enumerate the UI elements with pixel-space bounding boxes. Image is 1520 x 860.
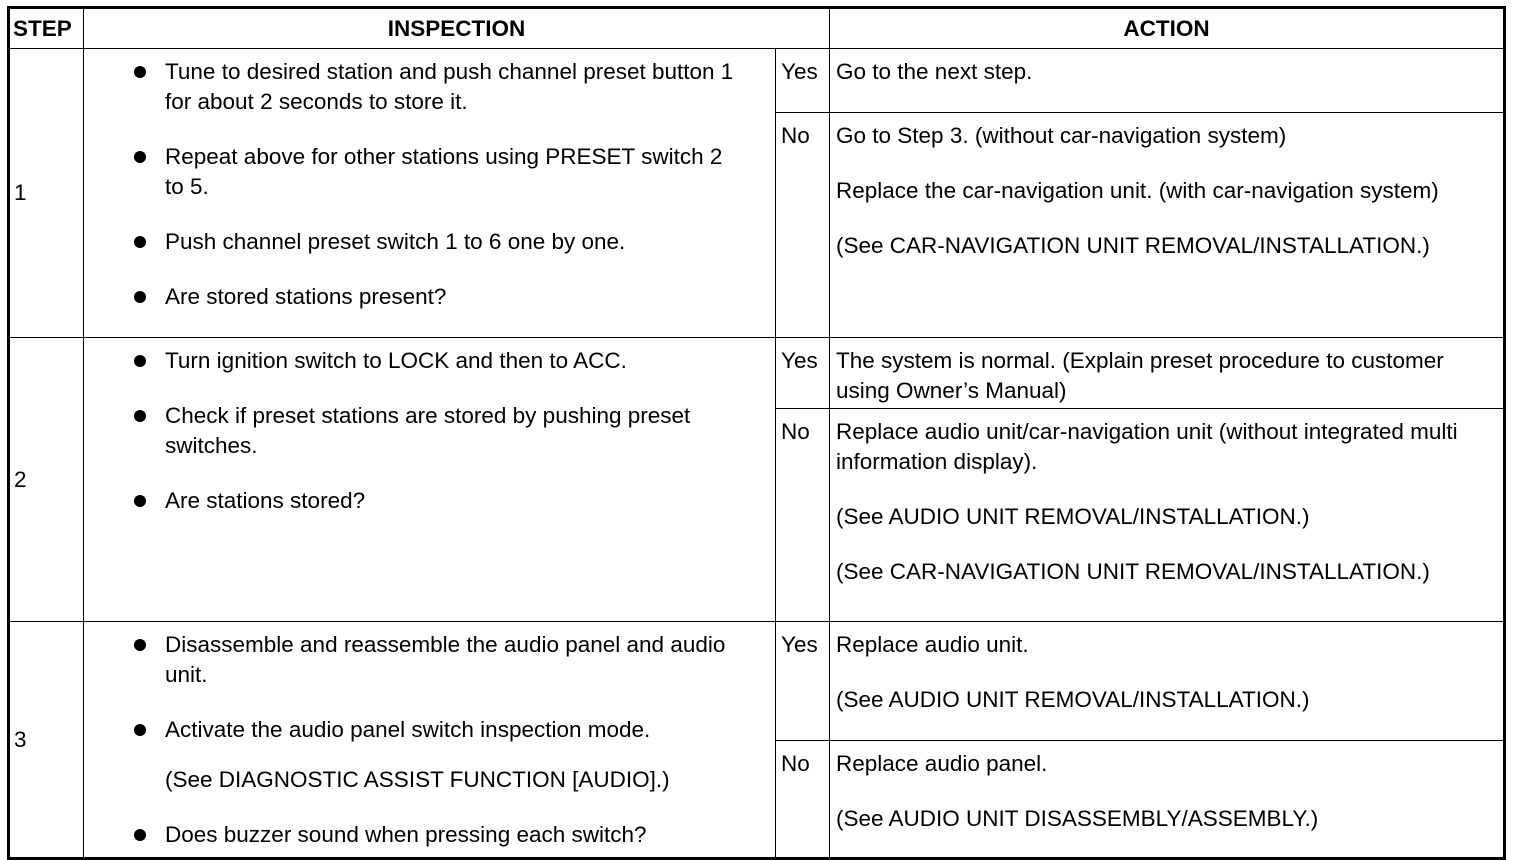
inspection-header: INSPECTION	[84, 8, 830, 49]
step-3-inspection-item: Disassemble and reassemble the audio panel and audio unit.	[134, 630, 735, 690]
step-1-inspection-item: Are stored stations present?	[134, 282, 735, 312]
step-1-inspection-item: Push channel preset switch 1 to 6 one by one.	[134, 227, 735, 257]
action-text: (See CAR-NAVIGATION UNIT REMOVAL/INSTALLATION.)	[836, 559, 1430, 584]
step-3-yes-action	[830, 622, 1505, 741]
action-header: ACTION	[830, 8, 1505, 49]
step-1-yes-label: Yes	[776, 49, 830, 113]
diagnosis-table	[7, 6, 1506, 860]
step-2-number: 2	[9, 338, 84, 622]
step-2-inspection	[84, 338, 776, 622]
action-text: (See CAR-NAVIGATION UNIT REMOVAL/INSTALLATION.)	[836, 233, 1430, 259]
step-1-inspection-item: Tune to desired station and push channel preset button 1 for about 2 seconds to store it.	[134, 57, 735, 117]
action-text: Go to the next step.	[836, 59, 1033, 84]
step-1-yes-row	[9, 49, 1505, 113]
step-2-no-action	[830, 409, 1505, 622]
step-3-yes-label: Yes	[776, 622, 830, 741]
step-3-yes-row	[9, 622, 1505, 741]
step-3-inspection-item: Activate the audio panel switch inspection mode.	[134, 715, 735, 745]
action-text: Replace audio unit/car-navigation unit (without integrated multi information display).	[836, 419, 1458, 474]
step-3-no-label: No	[776, 741, 830, 859]
step-2-no-label: No	[776, 409, 830, 622]
action-text: Replace the car-navigation unit. (with car-navigation system)	[836, 178, 1439, 204]
action-text: The system is normal. (Explain preset procedure to customer using Owner’s Manual)	[836, 348, 1444, 403]
action-text: Replace audio panel.	[836, 751, 1048, 776]
action-text: Go to Step 3. (without car-navigation system)	[836, 123, 1287, 149]
step-1-number: 1	[9, 49, 84, 338]
action-text: Replace audio unit.	[836, 632, 1029, 657]
step-1-inspection	[84, 49, 776, 338]
step-3-number: 3	[9, 622, 84, 859]
step-2-yes-action	[830, 338, 1505, 409]
action-text: (See AUDIO UNIT DISASSEMBLY/ASSEMBLY.)	[836, 806, 1319, 831]
step-1-yes-action	[830, 49, 1505, 113]
step-1-no-action	[830, 113, 1505, 338]
header-row	[9, 8, 1505, 49]
step-2-inspection-item: Check if preset stations are stored by pushing preset switches.	[134, 401, 735, 461]
action-text: (See AUDIO UNIT REMOVAL/INSTALLATION.)	[836, 687, 1310, 712]
step-1-inspection-item: Repeat above for other stations using PRESET switch 2 to 5.	[134, 142, 735, 202]
step-2-inspection-item: Are stations stored?	[134, 486, 735, 516]
step-1-no-label: No	[776, 113, 830, 338]
step-2-inspection-item: Turn ignition switch to LOCK and then to ACC.	[134, 346, 735, 376]
step-3-no-action	[830, 741, 1505, 859]
step-3-inspection-item: Does buzzer sound when pressing each switch?	[134, 820, 735, 850]
action-text: (See AUDIO UNIT REMOVAL/INSTALLATION.)	[836, 504, 1310, 529]
step-header: STEP	[9, 8, 84, 49]
step-3-inspection-note: (See DIAGNOSTIC ASSIST FUNCTION [AUDIO].)	[165, 767, 670, 792]
step-2-yes-label: Yes	[776, 338, 830, 409]
step-2-yes-row	[9, 338, 1505, 409]
step-3-inspection	[84, 622, 776, 859]
